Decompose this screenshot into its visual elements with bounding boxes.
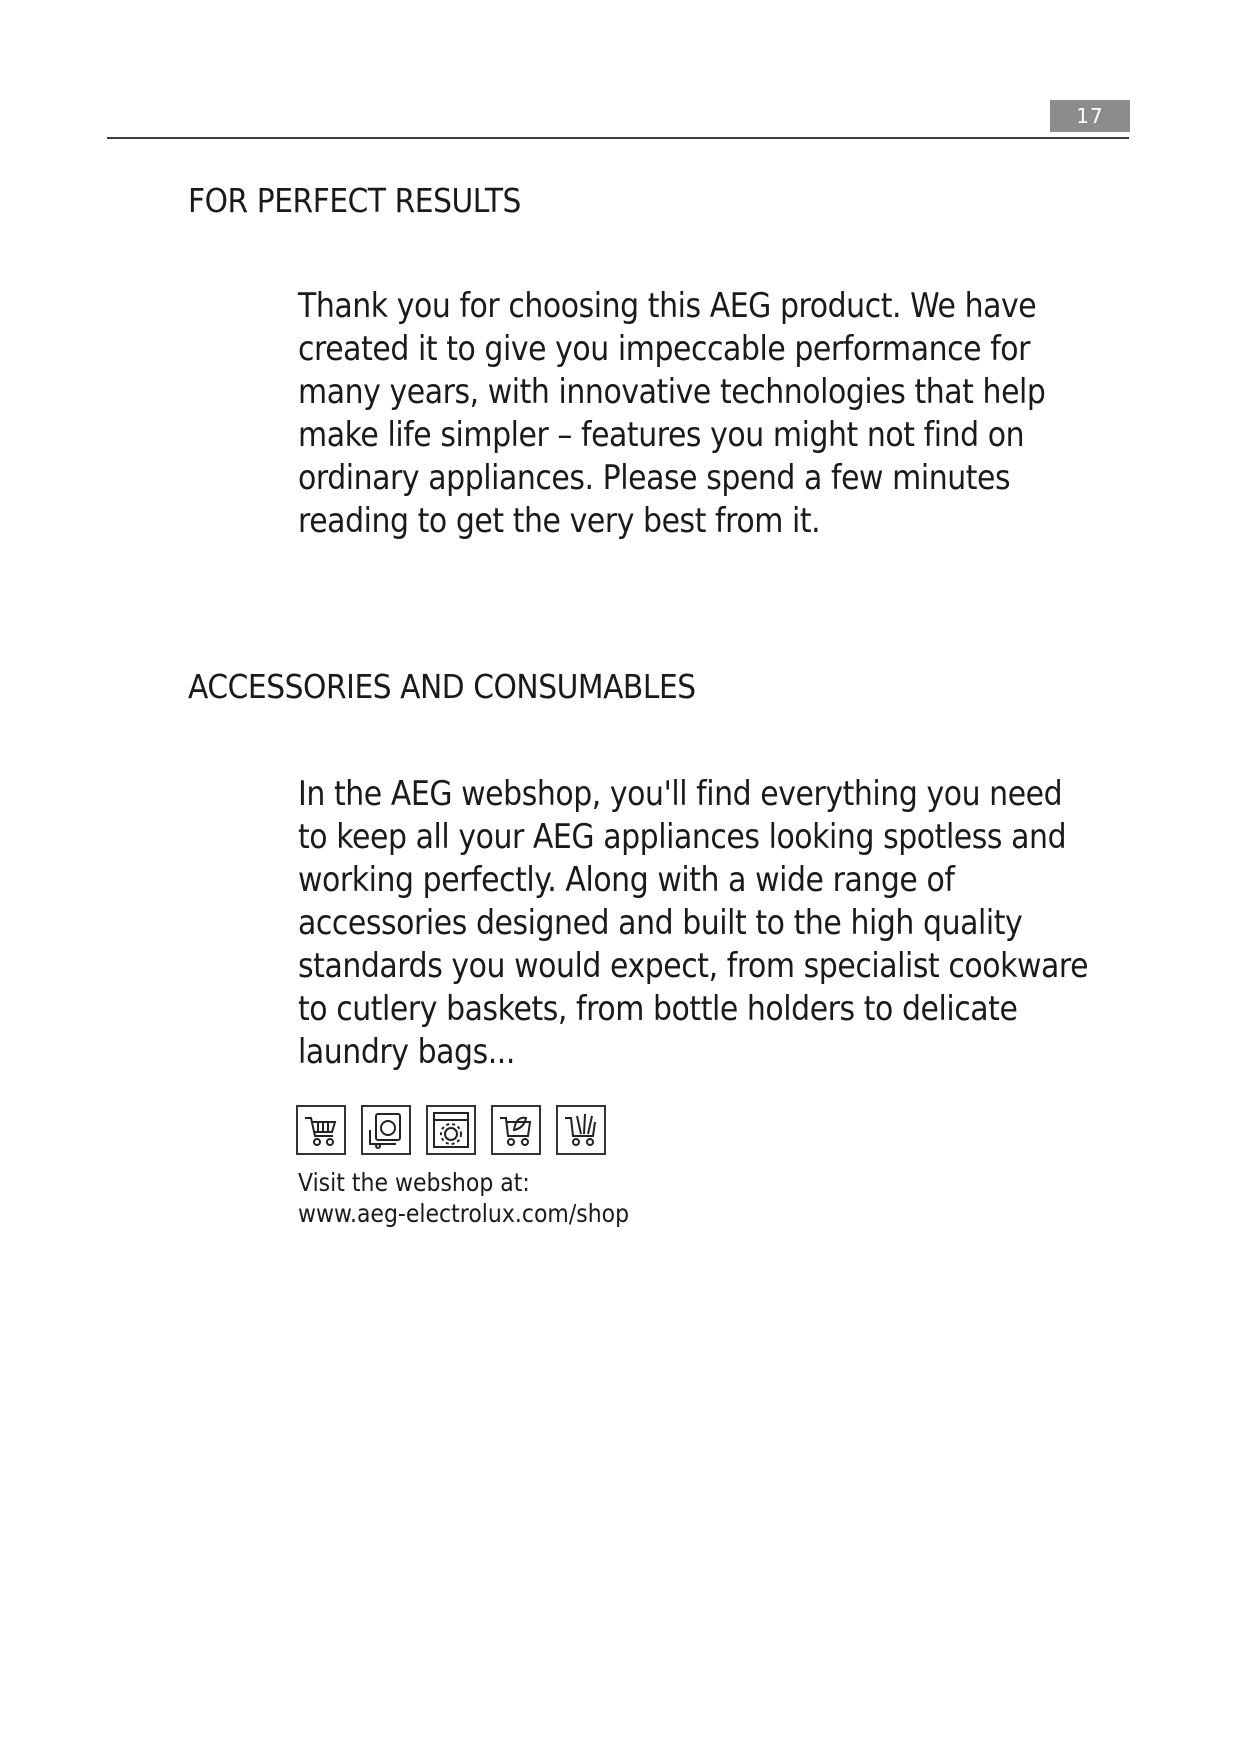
webshop-visit-label: Visit the webshop at: bbox=[298, 1168, 530, 1197]
oven-gear-icon bbox=[426, 1105, 476, 1155]
section-body-accessories: In the AEG webshop, you'll find everything you need to keep all your AEG appliances looking spotless and working perfectly. Along with a wide range of accessories designed and built to the high quality standards you would expect, from specialist cookware to cutlery baskets, from bottle holders to delicate laundry bags... bbox=[298, 774, 1089, 1072]
webshop-visit-text bbox=[298, 1167, 629, 1229]
page-number: 17 bbox=[1050, 100, 1130, 132]
webshop-icon-row bbox=[296, 1105, 606, 1155]
vegetables-cart-icon bbox=[491, 1105, 541, 1155]
shopping-cart-icon bbox=[296, 1105, 346, 1155]
webshop-url[interactable]: www.aeg-electrolux.com/shop bbox=[298, 1199, 630, 1228]
cutlery-cart-icon bbox=[556, 1105, 606, 1155]
section-heading-accessories: ACCESSORIES AND CONSUMABLES bbox=[188, 667, 696, 706]
washing-machine-cart-icon bbox=[361, 1105, 411, 1155]
section-heading-perfect-results: FOR PERFECT RESULTS bbox=[188, 181, 521, 220]
header-rule bbox=[107, 137, 1129, 139]
section-body-perfect-results: Thank you for choosing this AEG product. We have created it to give you impeccable performance for many years, with innovative technologies that help make life simpler – features you might not find on ordinary appliances. Please spend a few minutes reading to get the very best from it. bbox=[298, 286, 1046, 541]
